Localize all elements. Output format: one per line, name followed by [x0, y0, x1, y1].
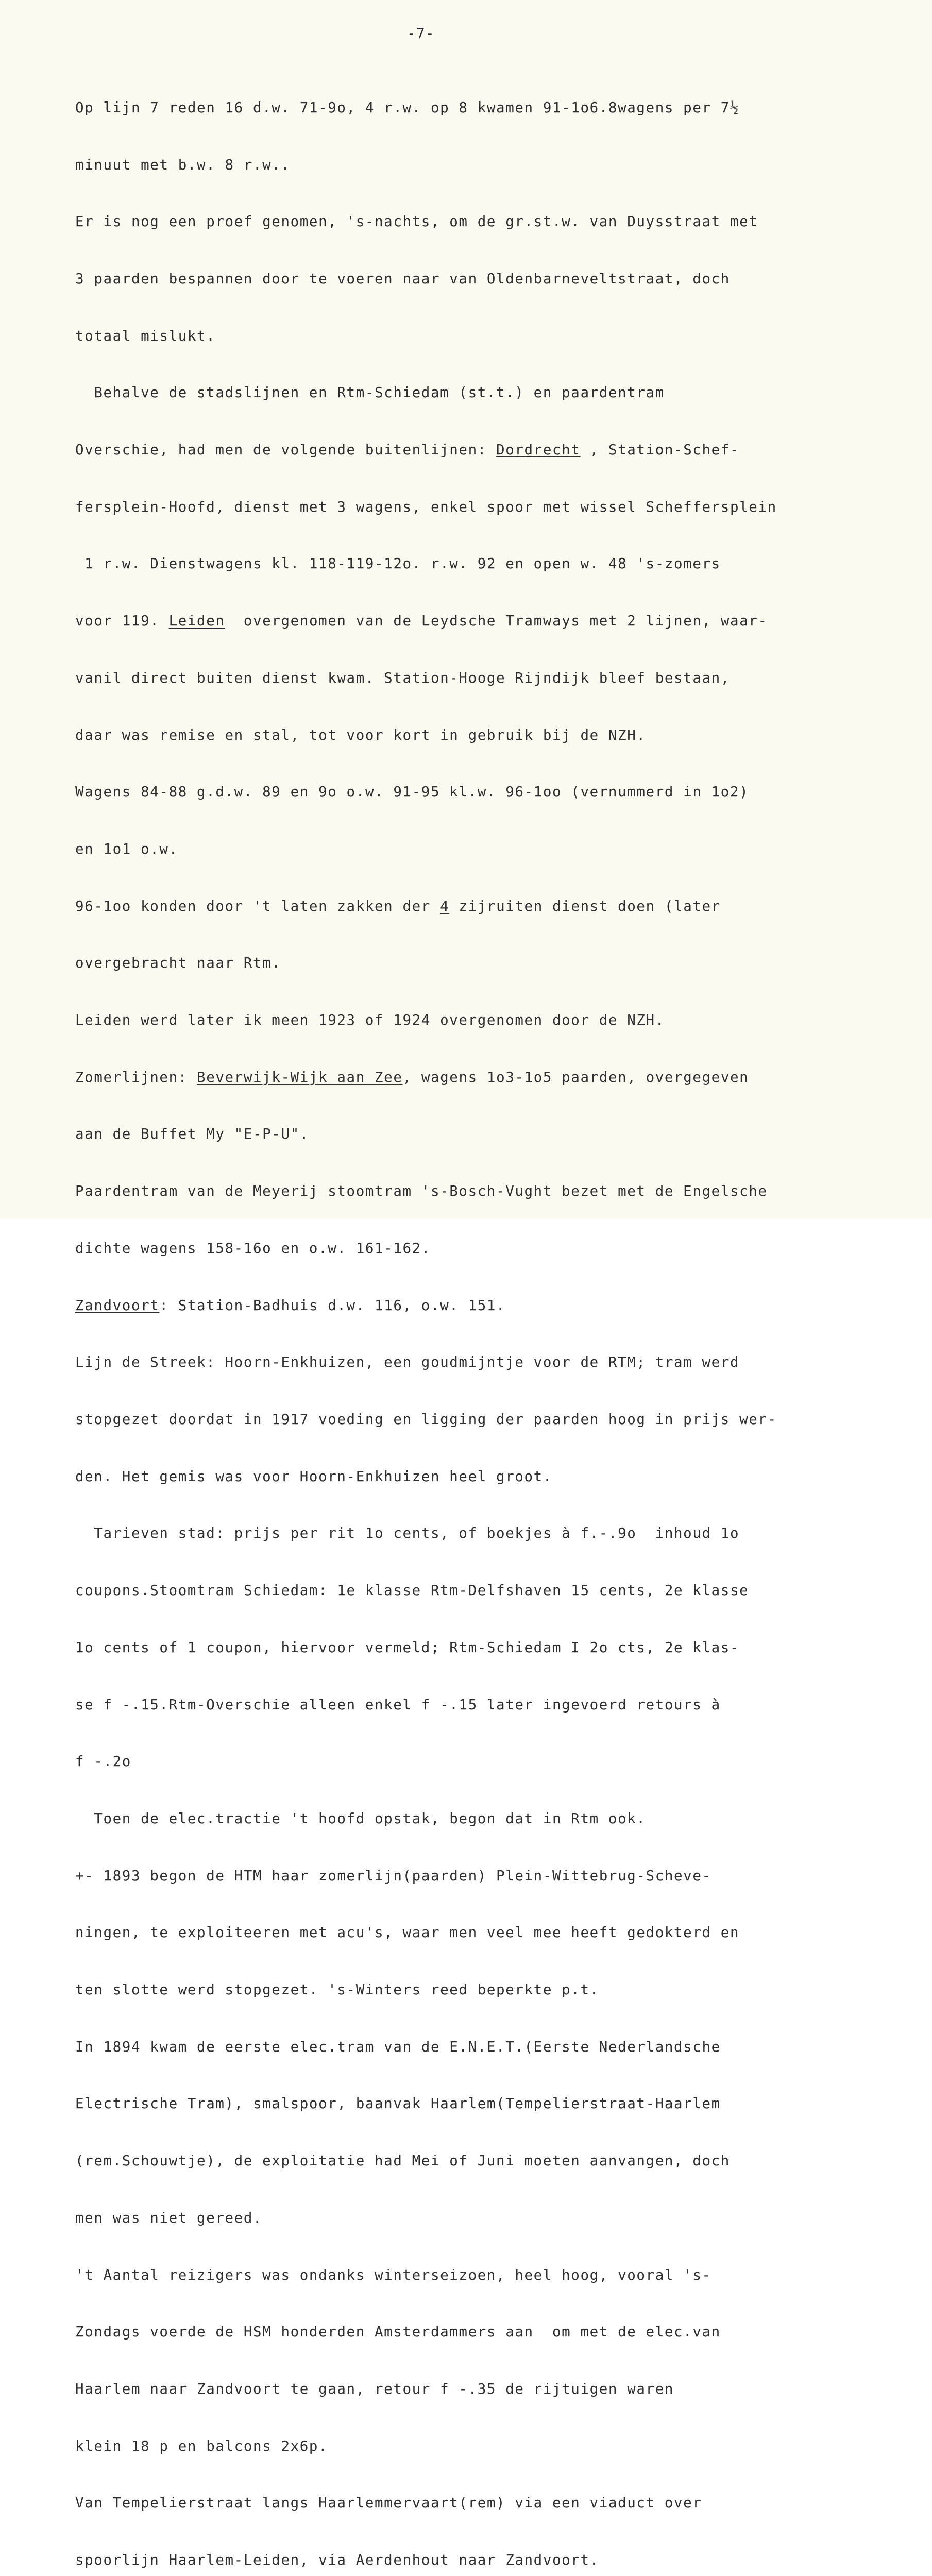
- text-line: Zondags voerde de HSM honderden Amsterdammers aan om met de elec.van: [75, 2324, 721, 2341]
- text-segment: 96-1oo konden door 't laten zakken der: [75, 897, 440, 914]
- text-line: (rem.Schouwtje), de exploitatie had Mei of Juni moeten aanvangen, doch: [75, 2153, 730, 2170]
- text-line: spoorlijn Haarlem-Leiden, via Aerdenhout naar Zandvoort.: [75, 2552, 599, 2569]
- text-line: 1o cents of 1 coupon, hiervoor vermeld; Rtm-Schiedam I 2o cts, 2e klas-: [75, 1639, 740, 1656]
- text-line: daar was remise en stal, tot voor kort in gebruik bij de NZH.: [75, 726, 646, 743]
- text-line: Paardentram van de Meyerij stoomtram 's-Bosch-Vught bezet met de Engelsche: [75, 1183, 768, 1200]
- text-line: Wagens 84-88 g.d.w. 89 en 9o o.w. 91-95 kl.w. 96-1oo (vernummerd in 1o2): [75, 784, 749, 801]
- text-line: coupons.Stoomtram Schiedam: 1e klasse Rtm-Delfshaven 15 cents, 2e klasse: [75, 1582, 749, 1599]
- text-line: 1 r.w. Dienstwagens kl. 118-119-12o. r.w. 92 en open w. 48 's-zomers: [75, 555, 721, 572]
- text-line: ten slotte werd stopgezet. 's-Winters reed beperkte p.t.: [75, 1981, 599, 1998]
- text-line: Op lijn 7 reden 16 d.w. 71-9o, 4 r.w. op 8 kwamen 91-1o6.8wagens per 7½: [75, 99, 740, 116]
- text-segment: : Station-Badhuis d.w. 116, o.w. 151.: [159, 1297, 506, 1314]
- text-segment: Overschie, had men de volgende buitenlijnen:: [75, 442, 497, 459]
- text-line: stopgezet doordat in 1917 voeding en ligging der paarden hoog in prijs wer-: [75, 1411, 777, 1428]
- text-line: dichte wagens 158-16o en o.w. 161-162.: [75, 1240, 431, 1257]
- underlined-place-zandvoort: Zandvoort: [75, 1297, 160, 1314]
- text-line: Lijn de Streek: Hoorn-Enkhuizen, een goudmijntje voor de RTM; tram werd: [75, 1354, 740, 1371]
- text-line: se f -.15.Rtm-Overschie alleen enkel f -.15 later ingevoerd retours à: [75, 1696, 721, 1713]
- text-line: minuut met b.w. 8 r.w..: [75, 156, 291, 173]
- text-line: fersplein-Hoofd, dienst met 3 wagens, enkel spoor met wissel Scheffersplein: [75, 498, 777, 515]
- text-line: Leiden werd later ik meen 1923 of 1924 overgenomen door de NZH.: [75, 1012, 665, 1029]
- text-line: f -.2o: [75, 1753, 131, 1770]
- text-line: [75, 1068, 925, 1087]
- underlined-place-leiden: Leiden: [168, 613, 225, 630]
- typewritten-text-body: [75, 60, 925, 2576]
- text-line: 3 paarden bespannen door te voeren naar van Oldenbarneveltstraat, doch: [75, 270, 730, 287]
- text-line: [75, 612, 925, 631]
- text-line: vanil direct buiten dienst kwam. Station-Hooge Rijndijk bleef bestaan,: [75, 669, 730, 686]
- text-line: Haarlem naar Zandvoort te gaan, retour f -.35 de rijtuigen waren: [75, 2380, 674, 2397]
- text-line: +- 1893 begon de HTM haar zomerlijn(paarden) Plein-Wittebrug-Scheve-: [75, 1867, 711, 1884]
- text-line: den. Het gemis was voor Hoorn-Enkhuizen heel groot.: [75, 1468, 552, 1485]
- text-line: aan de Buffet My "E-P-U".: [75, 1126, 309, 1143]
- text-line: 't Aantal reizigers was ondanks winterseizoen, heel hoog, vooral 's-: [75, 2266, 711, 2283]
- text-line: men was niet gereed.: [75, 2209, 263, 2226]
- page-number: -7-: [407, 25, 435, 42]
- text-line: Behalve de stadslijnen en Rtm-Schiedam (st.t.) en paardentram: [75, 384, 665, 401]
- text-segment: , Station-Schef-: [580, 442, 740, 459]
- text-line: Toen de elec.tractie 't hoofd opstak, begon dat in Rtm ook.: [75, 1810, 646, 1827]
- text-line: overgebracht naar Rtm.: [75, 955, 281, 972]
- text-segment: zijruiten dienst doen (later: [449, 897, 721, 914]
- text-line: [75, 1296, 925, 1315]
- text-line: [75, 440, 925, 460]
- underlined-number-four: 4: [440, 897, 450, 914]
- text-line: totaal mislukt.: [75, 327, 216, 344]
- text-line: [75, 897, 925, 916]
- underlined-place-beverwijk: Beverwijk-Wijk aan Zee: [197, 1069, 403, 1086]
- text-segment: voor 119.: [75, 613, 169, 630]
- text-segment: Zomerlijnen:: [75, 1069, 197, 1086]
- text-line: Electrische Tram), smalspoor, baanvak Haarlem(Tempelierstraat-Haarlem: [75, 2095, 721, 2112]
- text-line: In 1894 kwam de eerste elec.tram van de E.N.E.T.(Eerste Nederlandsche: [75, 2038, 721, 2055]
- text-line: en 1o1 o.w.: [75, 840, 178, 857]
- text-segment: overgenomen van de Leydsche Tramways met 2 lijnen, waar-: [225, 613, 768, 630]
- underlined-place-dordrecht: Dordrecht: [496, 442, 581, 459]
- text-segment: , wagens 1o3-1o5 paarden, overgegeven: [402, 1069, 749, 1086]
- text-line: klein 18 p en balcons 2x6p.: [75, 2437, 328, 2454]
- text-line: Er is nog een proef genomen, 's-nachts, om de gr.st.w. van Duysstraat met: [75, 213, 758, 230]
- text-line: Van Tempelierstraat langs Haarlemmervaart(rem) via een viaduct over: [75, 2495, 702, 2512]
- text-line: ningen, te exploiteeren met acu's, waar men veel mee heeft gedokterd en: [75, 1924, 740, 1941]
- text-line: Tarieven stad: prijs per rit 1o cents, of boekjes à f.-.9o inhoud 1o: [75, 1525, 740, 1542]
